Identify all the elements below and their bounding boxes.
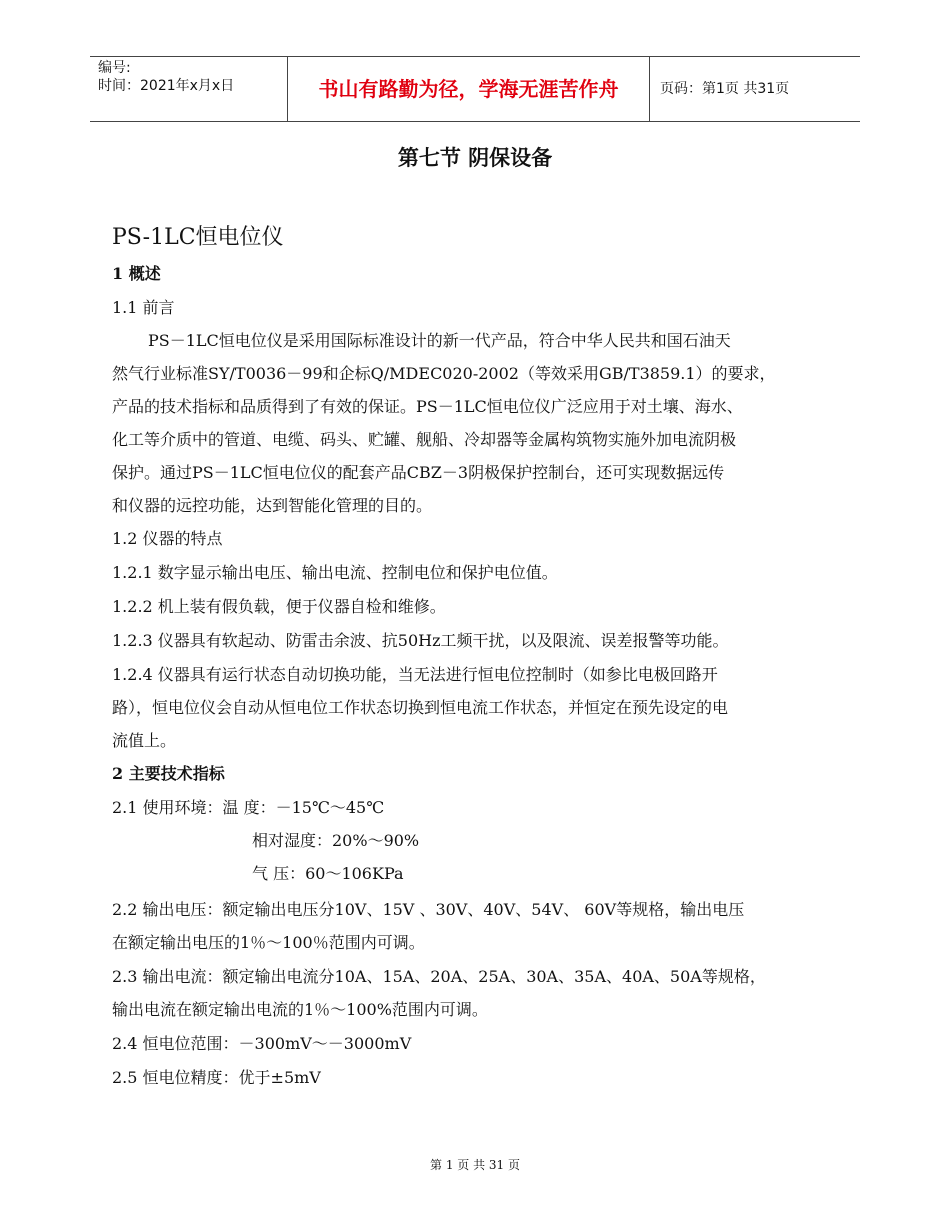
paragraph-line: 产品的技术指标和品质得到了有效的保证。PS－1LC恒电位仪广泛应用于对土壤、海水、 bbox=[112, 397, 743, 416]
spec-item: 2.5 恒电位精度：优于±5mV bbox=[112, 1068, 321, 1087]
page-header bbox=[90, 56, 860, 122]
section-title: 第七节 阴保设备 bbox=[397, 145, 553, 170]
list-item: 1.2.1 数字显示输出电压、输出电流、控制电位和保护电位值。 bbox=[112, 563, 558, 582]
list-item: 1.2.2 机上装有假负载，便于仪器自检和维修。 bbox=[112, 597, 446, 616]
paragraph-line: 化工等介质中的管道、电缆、码头、贮罐、舰船、冷却器等金属构筑物实施外加电流阴极 bbox=[112, 430, 737, 449]
paragraph-line: 保护。通过PS－1LC恒电位仪的配套产品CBZ－3阴极保护控制台，还可实现数据远传 bbox=[112, 463, 725, 482]
paragraph-line: 和仪器的远控功能，达到智能化管理的目的。 bbox=[112, 496, 433, 515]
heading-specs: 2 主要技术指标 bbox=[112, 764, 225, 783]
document-title: PS-1LC恒电位仪 bbox=[112, 225, 284, 250]
paragraph-line: PS－1LC恒电位仪是采用国际标准设计的新一代产品，符合中华人民共和国石油天 bbox=[148, 331, 731, 350]
document-number-label: 编号: bbox=[98, 60, 131, 76]
spec-item: 2.3 输出电流：额定输出电流分10A、15A、20A、25A、30A、35A、40A、50A等规格， bbox=[112, 967, 766, 986]
subheading-foreword: 1.1 前言 bbox=[112, 298, 175, 317]
heading-overview: 1 概述 bbox=[112, 264, 161, 283]
spec-item: 2.1 使用环境：温 度：－15℃～45℃ bbox=[112, 798, 385, 817]
document-date: 时间：2021年x月x日 bbox=[98, 78, 235, 94]
paragraph-line: 然气行业标准SY/T0036－99和企标Q/MDEC020-2002（等效采用GB/T3859.1）的要求， bbox=[112, 364, 776, 383]
spec-item: 2.4 恒电位范围：－300mV～－3000mV bbox=[112, 1034, 412, 1053]
spec-item: 相对湿度：20%～90% bbox=[252, 831, 420, 850]
header-divider bbox=[649, 57, 650, 121]
list-item: 1.2.3 仪器具有软起动、防雷击余波、抗50Hz工频干扰，以及限流、误差报警等功能。 bbox=[112, 631, 729, 650]
header-meta bbox=[98, 59, 288, 95]
subheading-features: 1.2 仪器的特点 bbox=[112, 529, 223, 548]
paragraph-line: 输出电流在额定输出电流的1％～100%范围内可调。 bbox=[112, 1000, 488, 1019]
page-footer: 第 1 页 共 31 页 bbox=[430, 1158, 520, 1172]
header-page-info: 页码：第1页 共31页 bbox=[660, 81, 790, 97]
list-item: 1.2.4 仪器具有运行状态自动切换功能，当无法进行恒电位控制时（如参比电极回路开 bbox=[112, 665, 718, 684]
paragraph-line: 路），恒电位仪会自动从恒电位工作状态切换到恒电流工作状态，并恒定在预先设定的电 bbox=[112, 698, 729, 717]
paragraph-line: 在额定输出电压的1％～100％范围内可调。 bbox=[112, 933, 425, 952]
header-motto: 书山有路勤为径，学海无涯苦作舟 bbox=[318, 77, 619, 101]
spec-item: 气 压：60～106KPa bbox=[252, 864, 404, 883]
spec-item: 2.2 输出电压：额定输出电压分10V、15V 、30V、40V、54V、 60V等规格，输出电压 bbox=[112, 900, 745, 919]
paragraph-line: 流值上。 bbox=[112, 731, 177, 750]
